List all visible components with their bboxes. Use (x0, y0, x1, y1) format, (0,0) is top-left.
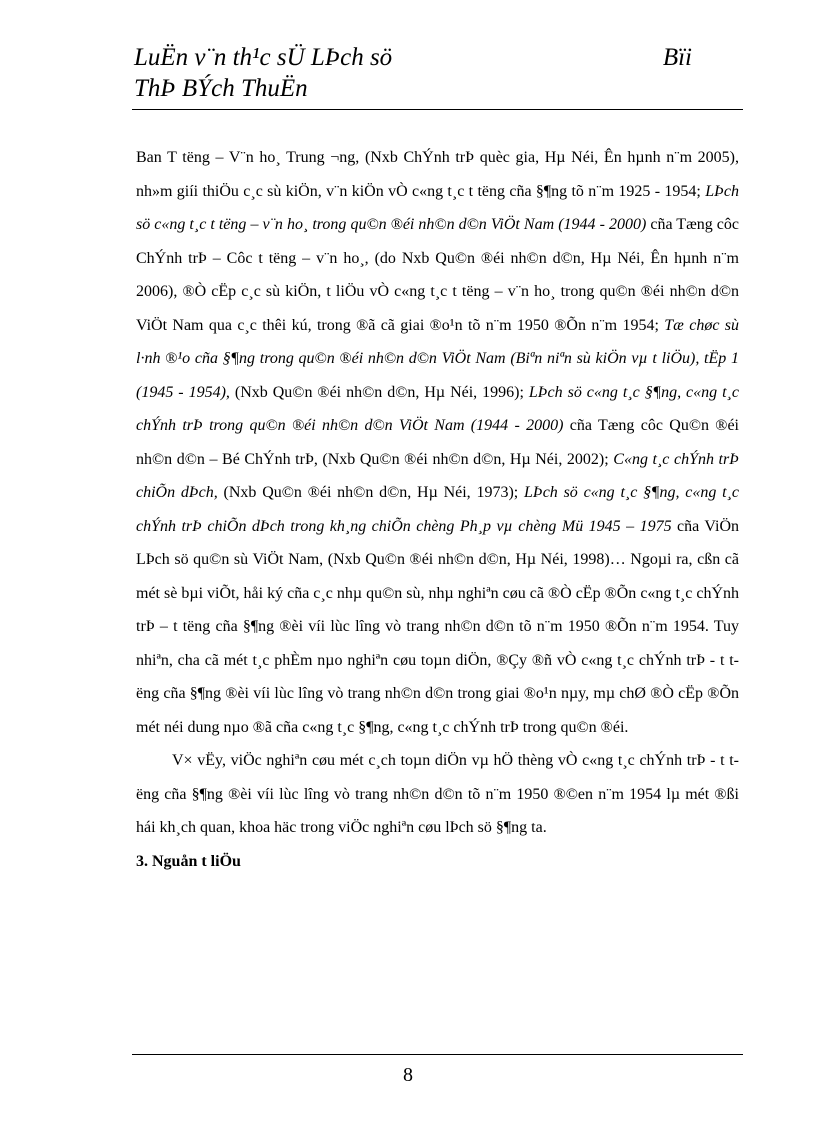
paragraph-conclusion: V× vËy, viÖc nghiªn cøu mét c¸ch toµn diÖn vµ hÖ thèng vÒ c«ng t¸c chÝnh trÞ - t tëng cña §¶ng ®èi víi lùc lîng vò trang nh©n d©n tõ n¨m 1950 ®©en n¨m 1954 lµ mét ®ßi hái kh¸ch quan, khoa häc trong viÖc nghiªn cøu lÞch sö §¶ng ta. (136, 752, 739, 836)
italic-citation: LÞch sö c«ng t¸c §¶ng, c«ng t¸c chÝnh trÞ chiÕn dÞch trong kh¸ng chiÕn chèng Ph¸p vµ chèng Mü 1945 – 1975 (136, 484, 739, 535)
running-header (134, 42, 744, 104)
text-run: Ban T tëng – V¨n ho¸ Trung ¬ng, (Nxb ChÝnh trÞ quèc gia, Hµ Néi, Ên hµnh n¨m 2005), nh»m giíi thiÖu c¸c sù kiÖn, v¨n kiÖn vÒ c«ng t¸c t tëng cña §¶ng tõ n¨m 1925 - 1954; (136, 149, 739, 200)
header-author-first: Bïi (662, 44, 692, 71)
text-run: (Nxb Qu©n ®éi nh©n d©n, Hµ Néi, 1973); (217, 484, 525, 501)
paragraph-sources-review (136, 141, 739, 744)
header-rule (132, 109, 743, 110)
text-run: cña Tæng côc ChÝnh trÞ – Côc t tëng – v¨n ho¸, (do Nxb Qu©n ®éi nh©n d©n, Hµ Néi, Ên hµnh n¨m 2006), ®Ò cËp c¸c sù kiÖn, t liÖu vÒ c«ng t¸c t tëng – v¨n ho¸ trong qu©n ®éi nh©n d©n ViÖt Nam qua c¸c thêi kú, trong ®ã cã giai ®o¹n tõ n¨m 1950 ®Õn n¨m 1954; (136, 216, 740, 334)
footer-rule (132, 1054, 743, 1055)
italic-citation: Tæ chøc sù l·nh ®¹o cña §¶ng trong qu©n ®éi nh©n d©n ViÖt Nam (Biªn niªn sù kiÖn vµ t liÖu), tËp 1 (1945 - 1954), (136, 316, 740, 401)
header-thesis-title: LuËn v¨n th¹c sÜ LÞch sö (134, 44, 393, 71)
header-line-1 (134, 42, 744, 73)
text-run: (Nxb Qu©n ®éi nh©n d©n, Hµ Néi, 1996); (229, 383, 529, 401)
text-run: cña Tæng côc Qu©n ®éi nh©n d©n – Bé ChÝnh trÞ, (Nxb Qu©n ®éi nh©n d©n, Hµ Néi, 2002); (136, 417, 740, 468)
section-heading: 3. Nguån t liÖu (136, 852, 241, 870)
header-author-line: ThÞ BÝch ThuËn (134, 75, 308, 102)
page-number: 8 (403, 1064, 413, 1086)
italic-citation: LÞch sö c«ng t¸c t tëng – v¨n ho¸ trong qu©n ®éi nh©n d©n ViÖt Nam (1944 - 2000) (136, 182, 739, 233)
body-text (136, 141, 739, 878)
italic-citation: LÞch sö c«ng t¸c §¶ng, c«ng t¸c chÝnh trÞ trong qu©n ®éi nh©n d©n ViÖt Nam (1944 - 2000) (136, 383, 739, 434)
text-run: cña ViÖn LÞch sö qu©n sù ViÖt Nam, (Nxb Qu©n ®éi nh©n d©n, Hµ Néi, 1998)… Ngoµi ra, cßn cã mét sè bµi viÕt, håi ký cña c¸c nhµ qu©n sù, nhµ nghiªn cøu cã ®Ò cËp ®Õn c«ng t¸c chÝnh trÞ – t tëng cña §¶ng ®èi víi lùc lîng vò trang nh©n d©n tõ n¨m 1950 ®Õn n¨m 1954. Tuy nhiªn, cha cã mét t¸c phÈm nµo nghiªn cøu toµn diÖn, ®Çy ®ñ vÒ c«ng t¸c chÝnh trÞ - t tëng cña §¶ng ®èi víi lùc lîng vò trang nh©n d©n trong giai ®o¹n nµy, mµ chØ ®Ò cËp ®Õn mét néi dung nµo ®ã cña c«ng t¸c §¶ng, c«ng t¸c chÝnh trÞ trong qu©n ®éi. (136, 517, 739, 736)
italic-citation: C«ng t¸c chÝnh trÞ chiÕn dÞch, (136, 450, 739, 501)
